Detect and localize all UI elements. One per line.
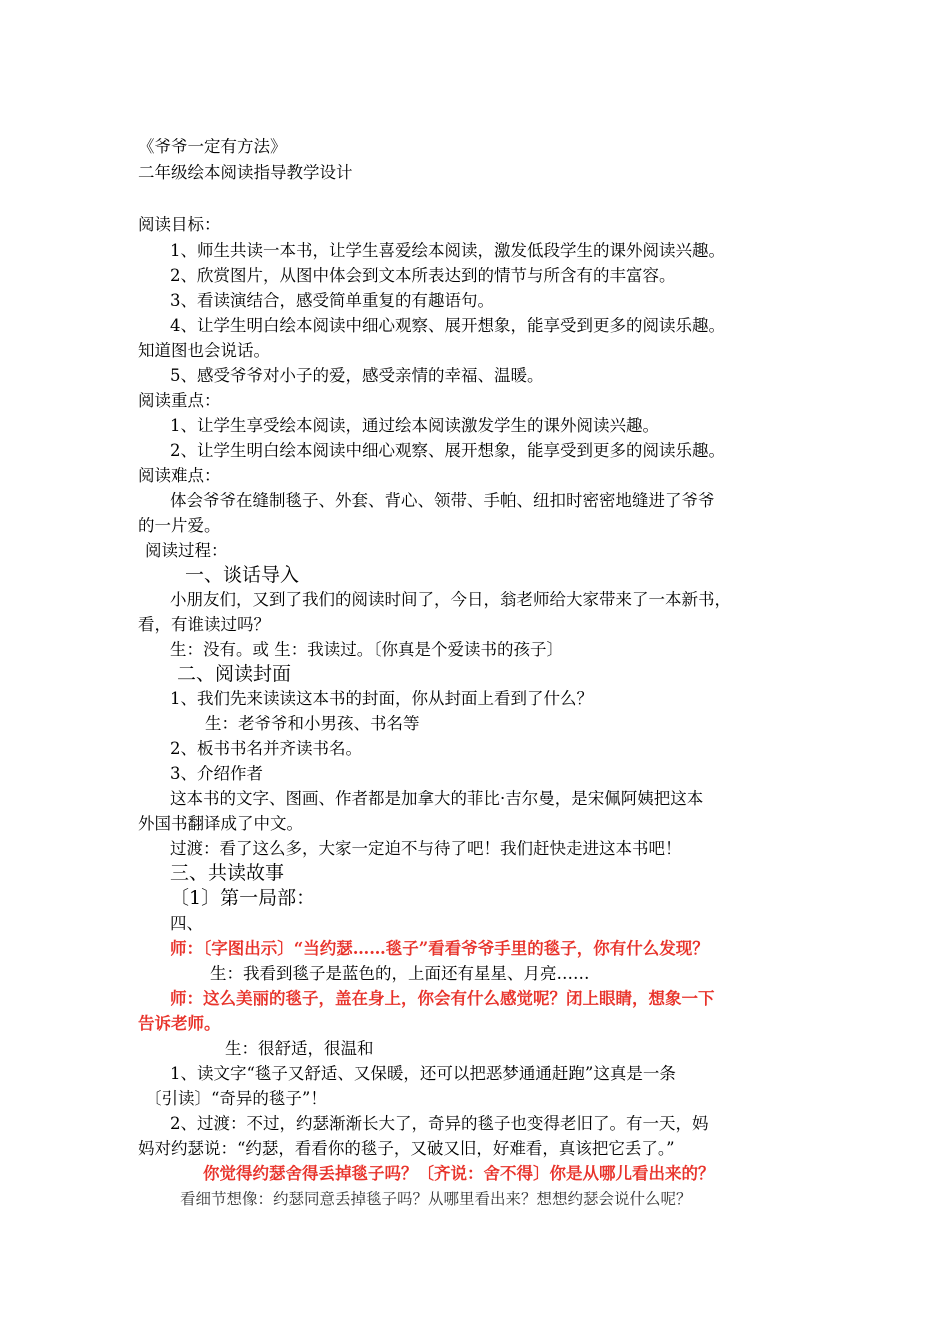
- goal-4-line-2: 知道图也会说话。: [138, 341, 270, 360]
- difficulty-line-2: 的一片爱。: [138, 516, 221, 535]
- section-2-para-line-1: 这本书的文字、图画、作者都是加拿大的菲比·吉尔曼，是宋佩阿姨把这本: [170, 789, 704, 808]
- reading-1-line-1: 1、读文字“毯子又舒适、又保暖，还可以把恶梦通通赶跑”这真是一条: [170, 1064, 676, 1083]
- reading-2-line-2: 妈对约瑟说：“约瑟，看看你的毯子，又破又旧，好难看，真该把它丢了。”: [138, 1139, 675, 1158]
- key-point-2: 2、让学生明白绘本阅读中细心观察、展开想象，能享受到更多的阅读乐趣。: [170, 441, 725, 460]
- section-2-question-1: 1、我们先来读读这本书的封面，你从封面上看到了什么？: [170, 689, 593, 708]
- section-3-item-four: 四、: [170, 914, 203, 933]
- goal-5: 5、感受爷爷对小子的爱，感受亲情的幸福、温暖。: [170, 366, 544, 385]
- goal-4-line-1: 4、让学生明白绘本阅读中细心观察、展开想象，能享受到更多的阅读乐趣。: [170, 316, 725, 335]
- goals-heading: 阅读目标：: [138, 215, 221, 234]
- key-points-heading: 阅读重点：: [138, 391, 221, 410]
- section-2-transition: 过渡：看了这么多，大家一定迫不与待了吧！我们赶快走进这本书吧！: [170, 839, 682, 858]
- student-answer-1: 生：我看到毯子是蓝色的，上面还有星星、月亮……: [210, 964, 590, 983]
- teacher-prompt-2-line-2: 告诉老师。: [138, 1014, 221, 1033]
- section-3-title: 三、共读故事: [170, 862, 285, 884]
- section-2-answer-1: 生：老爷爷和小男孩、书名等: [205, 714, 420, 733]
- reading-1-line-2: 〔引读〕“奇异的毯子”！: [145, 1089, 327, 1108]
- difficulty-line-1: 体会爷爷在缝制毯子、外套、背心、领带、手帕、纽扣时密密地缝进了爷爷: [170, 491, 715, 510]
- question-gray: 看细节想像：约瑟同意丢掉毯子吗？从哪里看出来？想想约瑟会说什么呢？: [180, 1190, 692, 1208]
- doc-title: 《爷爷一定有方法》: [138, 137, 287, 156]
- section-2-item-2: 2、板书书名并齐读书名。: [170, 739, 362, 758]
- section-2-title: 二、阅读封面: [177, 663, 292, 685]
- goal-1: 1、师生共读一本书，让学生喜爱绘本阅读，激发低段学生的课外阅读兴趣。: [170, 241, 725, 260]
- goal-3: 3、看读演结合，感受简单重复的有趣语句。: [170, 291, 494, 310]
- teacher-prompt-1: 师：〔字图出示〕“当约瑟……毯子”看看爷爷手里的毯子，你有什么发现？: [170, 939, 709, 958]
- process-heading: 阅读过程：: [145, 541, 228, 560]
- goal-2: 2、欣赏图片，从图中体会到文本所表达到的情节与所含有的丰富容。: [170, 266, 676, 285]
- section-1-student-answer: 生：没有。或 生：我读过。〔你真是个爱读书的孩子〕: [170, 640, 563, 659]
- difficulty-heading: 阅读难点：: [138, 466, 221, 485]
- student-answer-2: 生：很舒适，很温和: [225, 1039, 374, 1058]
- teacher-prompt-2-line-1: 师：这么美丽的毯子，盖在身上，你会有什么感觉呢？闭上眼睛，想象一下: [170, 989, 715, 1008]
- question-red: 你觉得约瑟舍得丢掉毯子吗？〔齐说：舍不得〕你是从哪儿看出来的？: [203, 1164, 715, 1183]
- section-1-title: 一、谈话导入: [185, 564, 300, 586]
- key-point-1: 1、让学生享受绘本阅读，通过绘本阅读激发学生的课外阅读兴趣。: [170, 416, 659, 435]
- section-2-para-line-2: 外国书翻译成了中文。: [138, 814, 303, 833]
- section-3-part-1: 〔1〕第一局部：: [170, 887, 316, 909]
- section-1-para-line-1: 小朋友们，又到了我们的阅读时间了，今日，翁老师给大家带来了一本新书，: [170, 590, 731, 609]
- doc-subtitle: 二年级绘本阅读指导教学设计: [138, 163, 353, 182]
- reading-2-line-1: 2、过渡：不过，约瑟渐渐长大了，奇异的毯子也变得老旧了。有一天，妈: [170, 1114, 709, 1133]
- section-2-item-3: 3、介绍作者: [170, 764, 263, 783]
- section-1-para-line-2: 看，有谁读过吗？: [138, 615, 270, 634]
